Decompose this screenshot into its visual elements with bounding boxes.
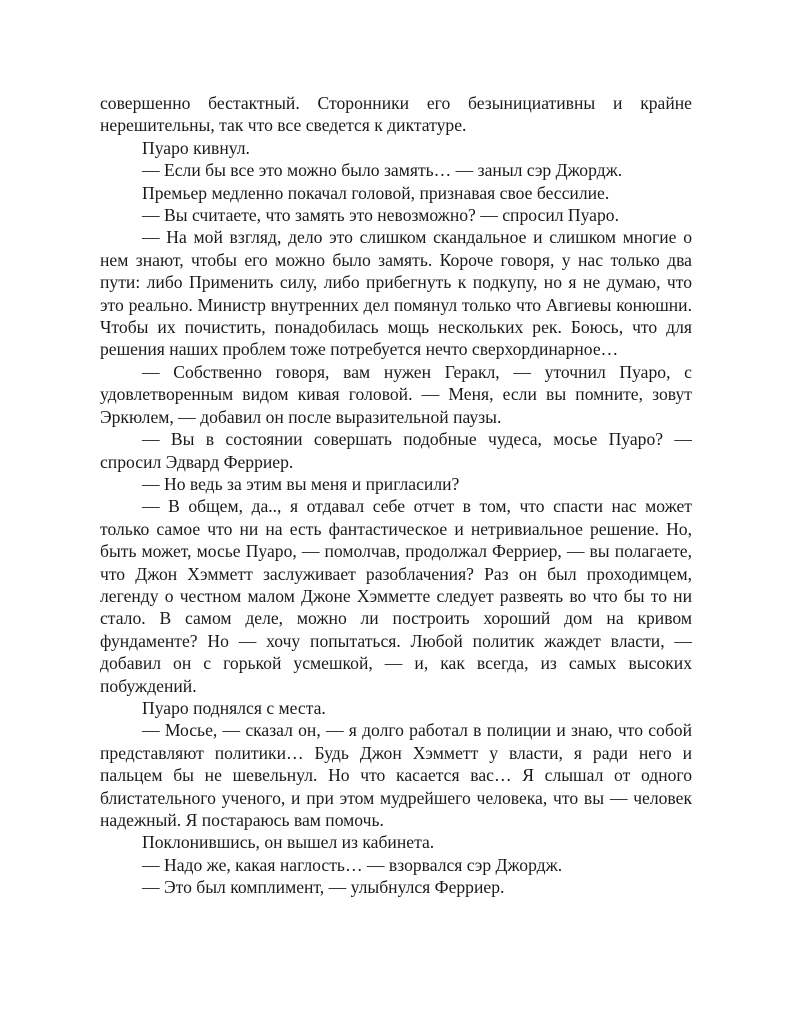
- paragraph: совершенно бестактный. Сторонники его безынициативны и крайне нерешительны, так что все сведется к диктатуре.: [100, 93, 692, 136]
- paragraph: — Собственно говоря, вам нужен Геракл, — уточнил Пуаро, с удовлетворенным видом кивая головой. — Меня, если вы помните, зовут Эркюлем, — добавил он после выразительной паузы.: [100, 361, 692, 427]
- paragraph: Премьер медленно покачал головой, признавая свое бессилие.: [142, 182, 610, 203]
- paragraph: — Это был комплимент, — улыбнулся Ферриер.: [142, 877, 505, 898]
- paragraph: — Вы в состоянии совершать подобные чудеса, мосье Пуаро? — спросил Эдвард Ферриер.: [100, 429, 692, 472]
- paragraph: — Если бы все это можно было замять… — заныл сэр Джордж.: [142, 160, 623, 181]
- paragraph: Пуаро кивнул.: [142, 137, 250, 158]
- paragraph: — На мой взгляд, дело это слишком скандальное и слишком многие о нем знают, чтобы его можно было замять. Короче говоря, у нас только два пути: либо Применить силу, либо прибегнуть к подкупу, но я не думаю, что это реально. Министр внутренних дел помянул только что Авгиевы конюшни. Чтобы их почистить, понадобилась мощь нескольких рек. Боюсь, что для решения наших проблем тоже потребуется нечто сверхординарное…: [100, 227, 692, 360]
- paragraph: — Но ведь за этим вы меня и пригласили?: [142, 473, 460, 494]
- paragraph: — Мосье, — сказал он, — я долго работал в полиции и знаю, что собой представляют политики… Будь Джон Хэмметт у власти, я ради него и пальцем бы не шевельнул. Но что касается вас… Я слышал от одного блистательного ученого, и при этом мудрейшего человека, что вы — человек надежный. Я постараюсь вам помочь.: [100, 720, 692, 830]
- document-page: [100, 92, 692, 899]
- paragraph: — Вы считаете, что замять это невозможно? — спросил Пуаро.: [142, 205, 619, 226]
- paragraph: — Надо же, какая наглость… — взорвался сэр Джордж.: [142, 854, 563, 875]
- paragraph: — В общем, да.., я отдавал себе отчет в том, что спасти нас может только самое что ни на есть фантастическое и нетривиальное решение. Но, быть может, мосье Пуаро, — помолчав, продолжал Ферриер, — вы полагаете, что Джон Хэмметт заслуживает разоблачения? Раз он был проходимцем, легенду о честном малом Джоне Хэмметте следует развеять во что бы то ни стало. В самом деле, можно ли построить хороший дом на кривом фундаменте? Но — хочу попытаться. Любой политик жаждет власти, — добавил он с горькой усмешкой, — и, как всегда, из самых высоких побуждений.: [100, 496, 692, 696]
- paragraph: Пуаро поднялся с места.: [142, 697, 326, 718]
- paragraph: Поклонившись, он вышел из кабинета.: [142, 832, 435, 853]
